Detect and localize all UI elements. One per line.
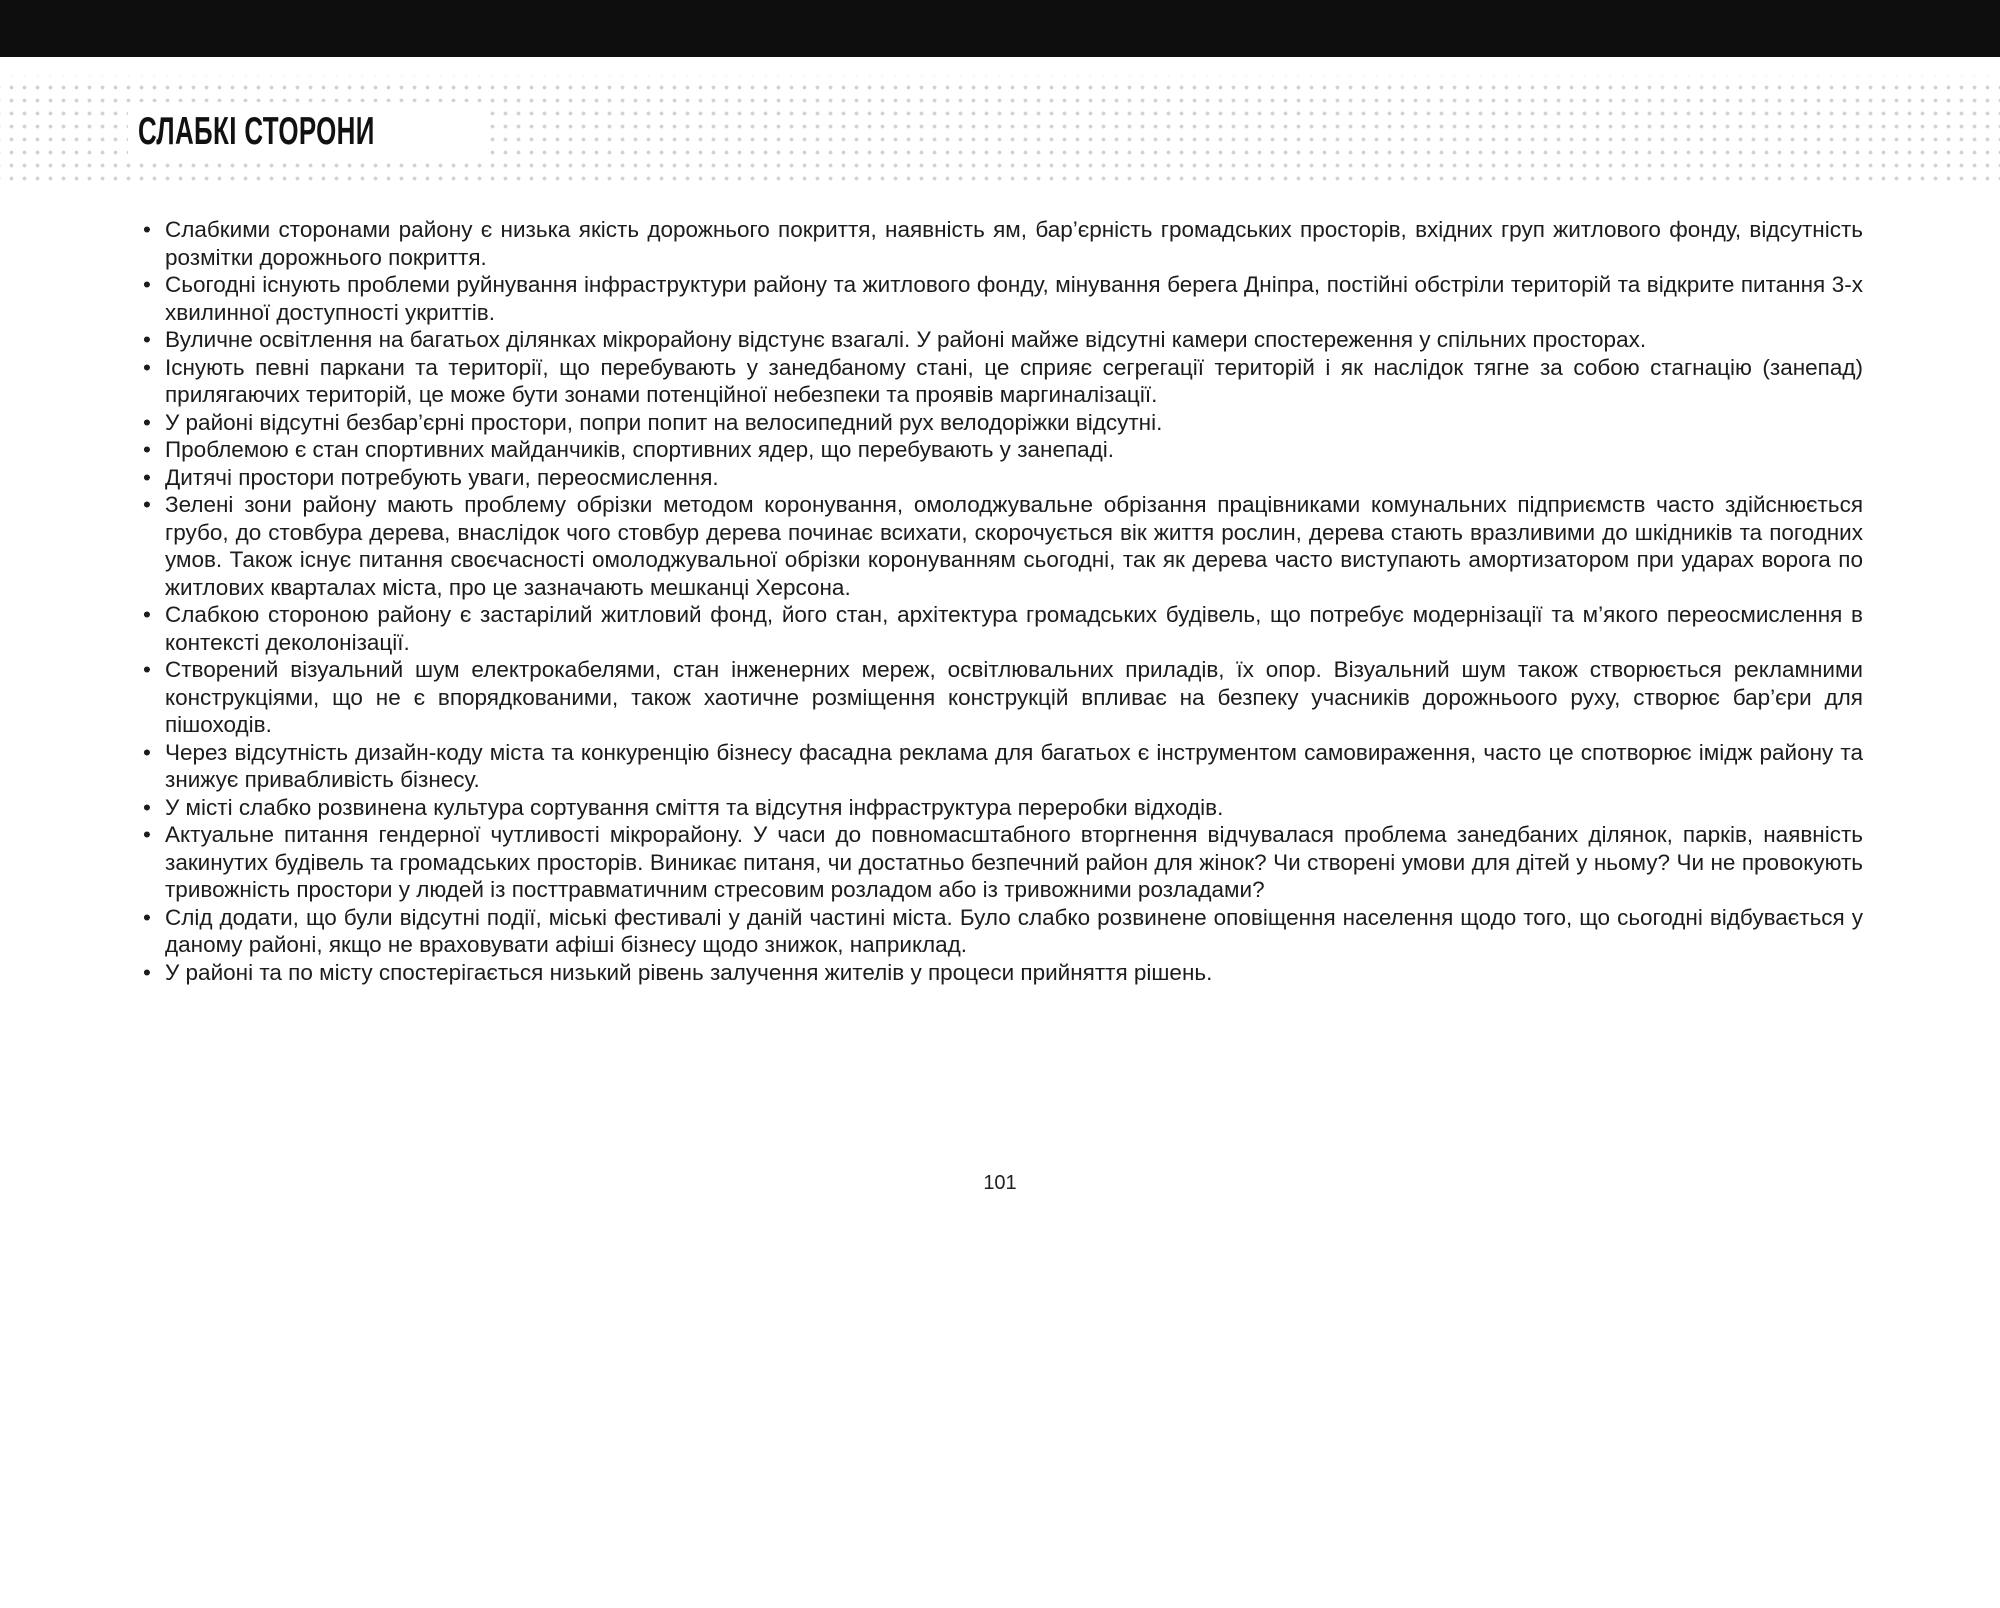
list-item: • Проблемою є стан спортивних майданчиків, спортивних ядер, що перебувають у занепаді. — [137, 436, 1863, 464]
list-item: • Слабкими сторонами району є низька якість дорожнього покриття, наявність ям, бар’єрність громадських просторів, вхідних груп житлового фонду, відсутність розмітки дорожнього покриття. — [137, 216, 1863, 271]
list-item: • Зелені зони району мають проблему обрізки методом коронування, омолоджувальне обрізання працівниками комунальних підприємств часто здійснюється грубо, до стовбура дерева, внаслідок чого стовбур дерева починає всихати, скорочується вік життя рослин, дерева стають вразливими до шкідників та погодних умов. Також існує питання своєчасності омолоджувальної обрізки коронуванням сьогодні, так як дерева часто виступають амортизатором при ударах ворога по житлових кварталах міста, про це зазначають мешканці Херсона. — [137, 491, 1863, 601]
page-number: 101 — [983, 1172, 1017, 1194]
list-item: • Сьогодні існують проблеми руйнування інфраструктури району та житлового фонду, мінування берега Дніпра, постійні обстріли територій та відкрите питання 3-х хвилинної доступності укриттів. — [137, 271, 1863, 326]
list-item: • Існують певні паркани та території, що перебувають у занедбаному стані, це сприяє сегрегації територій і як наслідок тягне за собою стагнацію (занепад) прилягаючих територій, це може бути зонами потенційної небезпеки та проявів маргиналізації. — [137, 354, 1863, 409]
list-item: • У районі відсутні безбар’єрні простори, попри попит на велосипедний рух велодоріжки відсутні. — [137, 409, 1863, 437]
list-item: • Слабкою стороною району є застарілий житловий фонд, його стан, архітектура громадських будівель, що потребує модернізації та м’якого переосмислення в контексті деколонізації. — [137, 601, 1863, 656]
bullet-list — [137, 216, 1863, 986]
list-item: • Актуальне питання гендерної чутливості мікрорайону. У часи до повномасштабного вторгнення відчувалася проблема занедбаних ділянок, парків, наявність закинутих будівель та громадських просторів. Виникає питаня, чи достатньо безпечний район для жінок? Чи створені умови для дітей у ньому? Чи не провокують тривожність простори у людей із посттравматичним стресовим розладом або із тривожними розладами? — [137, 821, 1863, 904]
top-black-bar — [0, 0, 2000, 57]
list-item: • У районі та по місту спостерігається низький рівень залучення жителів у процеси прийняття рішень. — [137, 959, 1863, 987]
list-item: • Створений візуальний шум електрокабелями, стан інженерних мереж, освітлювальних приладів, їх опор. Візуальний шум також створюється рекламними конструкціями, що не є впорядкованими, також хаотичне розміщення конструкцій впливає на безпеку учасників дорожньоого руху, створює бар’єри для пішоходів. — [137, 656, 1863, 739]
content-area — [137, 216, 1863, 986]
list-item: • У місті слабко розвинена культура сортування сміття та відсутня інфраструктура переробки відходів. — [137, 794, 1863, 822]
list-item: • Вуличне освітлення на багатьох ділянках мікрорайону відстунє взагалі. У районі майже відсутні камери спостереження у спільних просторах. — [137, 326, 1863, 354]
list-item: • Через відсутність дизайн-коду міста та конкуренцію бізнесу фасадна реклама для багатьох є інструментом самовираження, часто це спотворює імідж району та знижує привабливість бізнесу. — [137, 739, 1863, 794]
page-title: СЛАБКІ СТОРОНИ — [138, 108, 375, 153]
list-item: • Слід додати, що були відсутні події, міські фестивалі у даній частині міста. Було слабко розвинене оповіщення населення щодо того, що сьогодні відбувається у даному районі, якщо не враховувати афіші бізнесу щодо знижок, наприклад. — [137, 904, 1863, 959]
page-title-backing — [128, 102, 485, 160]
dotted-pattern-band — [0, 76, 2000, 186]
list-item: • Дитячі простори потребують уваги, переосмислення. — [137, 464, 1863, 492]
